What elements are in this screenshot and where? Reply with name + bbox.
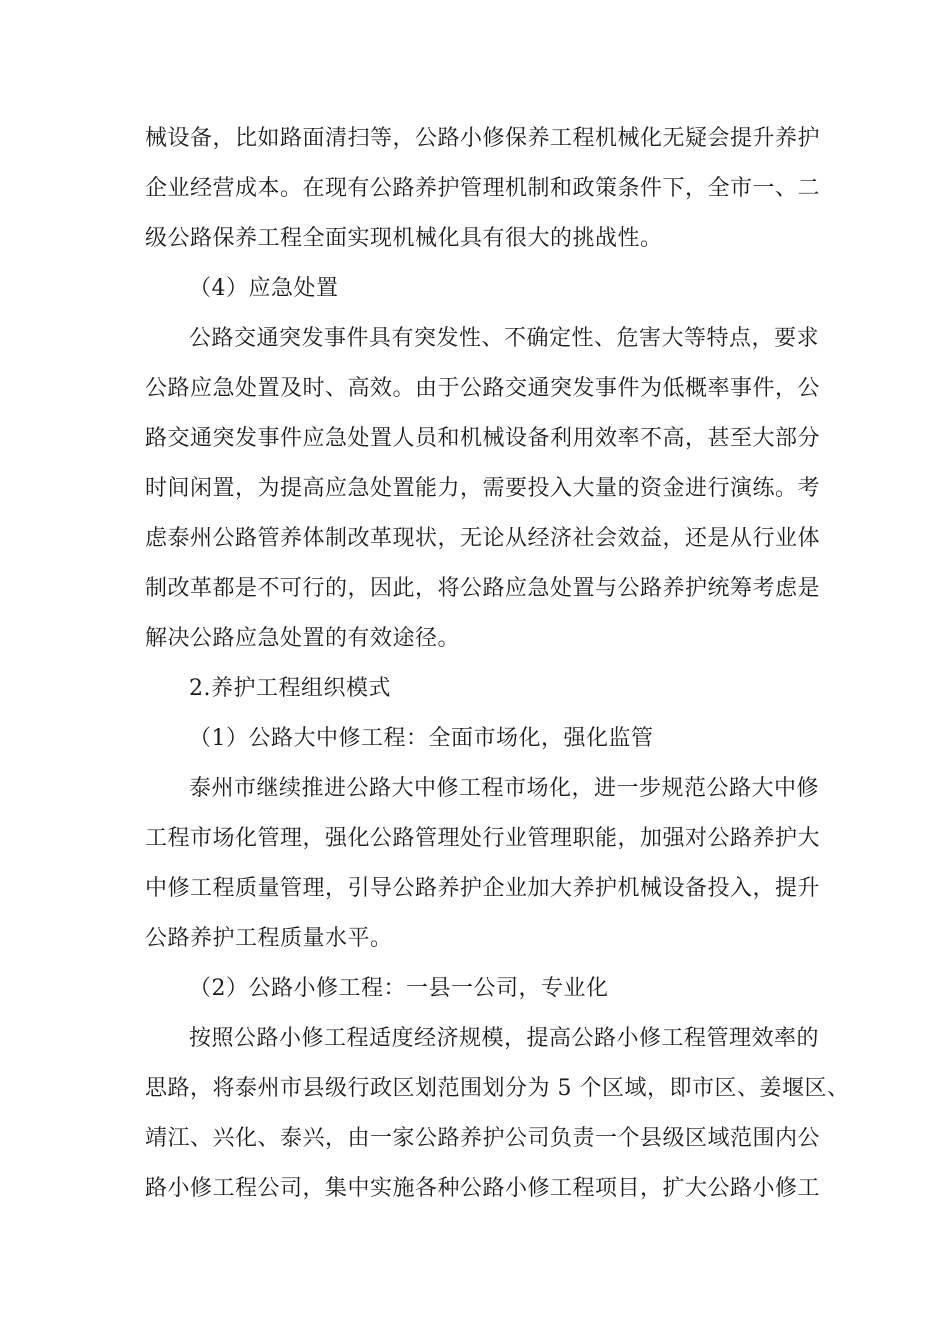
paragraph-line: 中修工程质量管理，引导公路养护企业加大养护机械设备投入，提升 xyxy=(145,876,821,901)
paragraph-line: 虑泰州公路管养体制改革现状，无论从经济社会效益，还是从行业体 xyxy=(145,526,821,551)
paragraph-line: 按照公路小修工程适度经济规模，提高公路小修工程管理效率的 xyxy=(189,1026,820,1051)
paragraph-line: 路交通突发事件应急处置人员和机械设备利用效率不高，甚至大部分 xyxy=(145,426,821,451)
paragraph-line: 制改革都是不可行的，因此，将公路应急处置与公路养护统筹考虑是 xyxy=(145,576,821,601)
paragraph-line: 公路应急处置及时、高效。由于公路交通突发事件为低概率事件，公 xyxy=(145,376,821,401)
section-heading: 2.养护工程组织模式 xyxy=(189,676,391,701)
section-heading: （4）应急处置 xyxy=(189,276,339,301)
paragraph-line: 靖江、兴化、泰兴，由一家公路养护公司负责一个县级区域范围内公 xyxy=(145,1126,821,1151)
paragraph-line: 械设备，比如路面清扫等，公路小修保养工程机械化无疑会提升养护 xyxy=(145,126,821,151)
paragraph-line: 公路养护工程质量水平。 xyxy=(145,926,393,951)
subsection-heading: （2）公路小修工程：一县一公司，专业化 xyxy=(189,976,609,1001)
paragraph-line: 时间闲置，为提高应急处置能力，需要投入大量的资金进行演练。考 xyxy=(145,476,821,501)
paragraph-line: 泰州市继续推进公路大中修工程市场化，进一步规范公路大中修 xyxy=(189,776,820,801)
paragraph-line: 路小修工程公司，集中实施各种公路小修工程项目，扩大公路小修工 xyxy=(145,1176,821,1201)
paragraph-line: 工程市场化管理，强化公路管理处行业管理职能，加强对公路养护大 xyxy=(145,826,821,851)
paragraph-line: 解决公路应急处置的有效途径。 xyxy=(145,626,461,651)
paragraph-line: 企业经营成本。在现有公路养护管理机制和政策条件下，全市一、二 xyxy=(145,176,821,201)
paragraph-line: 公路交通突发事件具有突发性、不确定性、危害大等特点，要求 xyxy=(189,326,820,351)
paragraph-line: 级公路保养工程全面实现机械化具有很大的挑战性。 xyxy=(145,226,663,251)
subsection-heading: （1）公路大中修工程：全面市场化，强化监管 xyxy=(189,726,654,751)
paragraph-line: 思路，将泰州市县级行政区划范围划分为 5 个区域，即市区、姜堰区、 xyxy=(145,1076,850,1101)
